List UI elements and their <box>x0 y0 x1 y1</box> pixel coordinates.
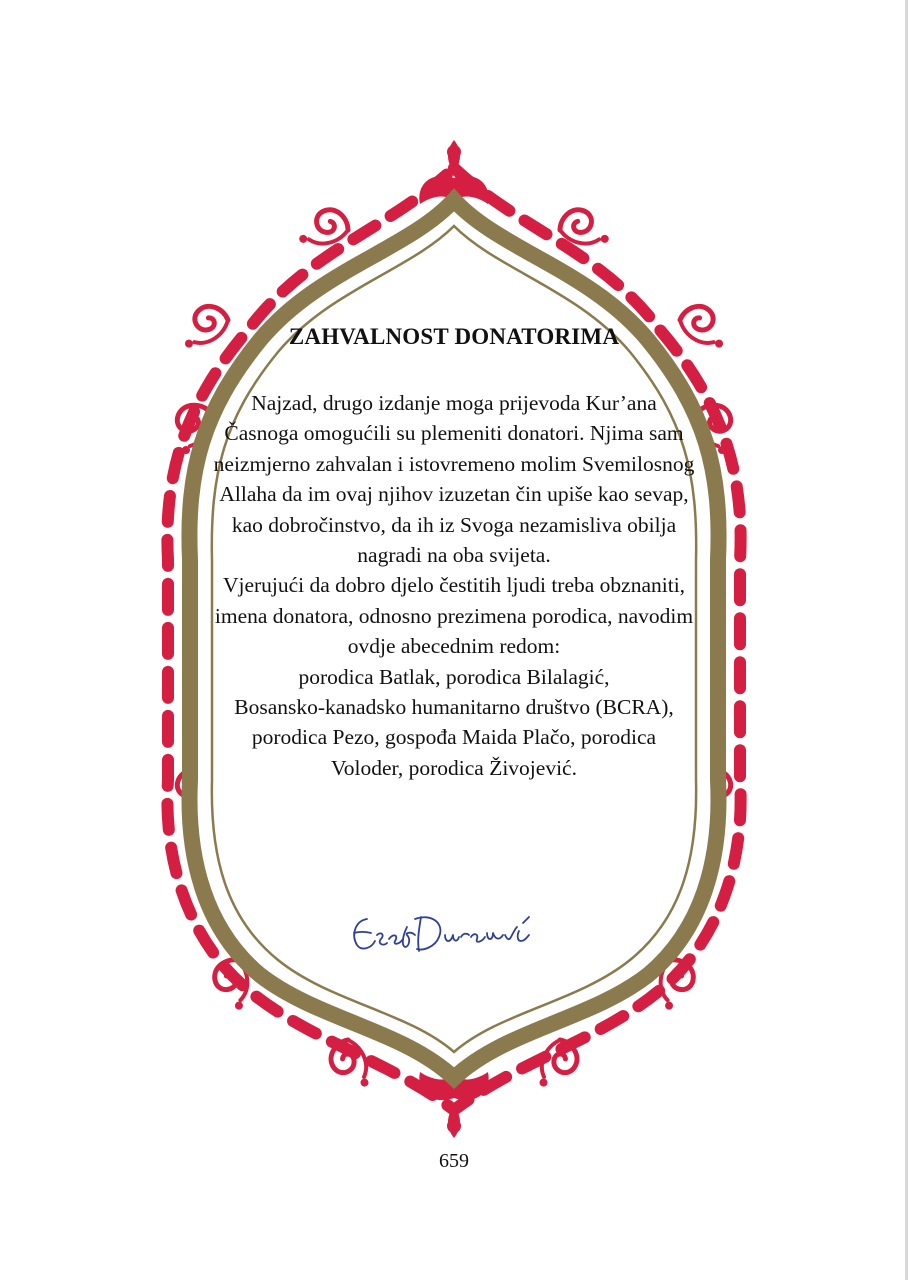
page-number: 659 <box>439 1150 469 1172</box>
text-line: porodica Pezo, gospođa Maida Plačo, porodica <box>251 725 657 750</box>
text-line: kao dobročinstvo, da ih iz Svoga nezamisliva obilja <box>231 512 677 537</box>
donor-paragraph <box>180 388 728 783</box>
text-line: nagradi na oba svijeta. <box>357 543 551 568</box>
text-line: Bosansko-kanadsko humanitarno društvo (BCRA), <box>234 695 674 720</box>
text-line: porodica Batlak, porodica Bilalagić, <box>298 664 610 689</box>
text-line: imena donatora, odnosno prezimena porodica, navodim <box>214 603 694 628</box>
page-title: ZAHVALNOST DONATORIMA <box>288 324 620 349</box>
text-line: Časnoga omogućili su plemeniti donatori. Njima sam <box>224 421 684 446</box>
text-line: Voloder, porodica Živojević. <box>331 755 577 780</box>
text-line: Vjerujući da dobro djelo čestitih ljudi treba obznaniti, <box>222 573 686 598</box>
text-line: Allaha da im ovaj njihov izuzetan čin upiše kao sevap, <box>219 482 689 507</box>
text-line: ovdje abecednim redom: <box>347 634 561 659</box>
text-line: neizmjerno zahvalan i istovremeno molim Svemilosnog <box>213 451 695 476</box>
handwritten-signature <box>345 905 535 965</box>
text-line: Najzad, drugo izdanje moga prijevoda Kur’ana <box>251 391 657 415</box>
acknowledgement-text <box>180 322 728 783</box>
